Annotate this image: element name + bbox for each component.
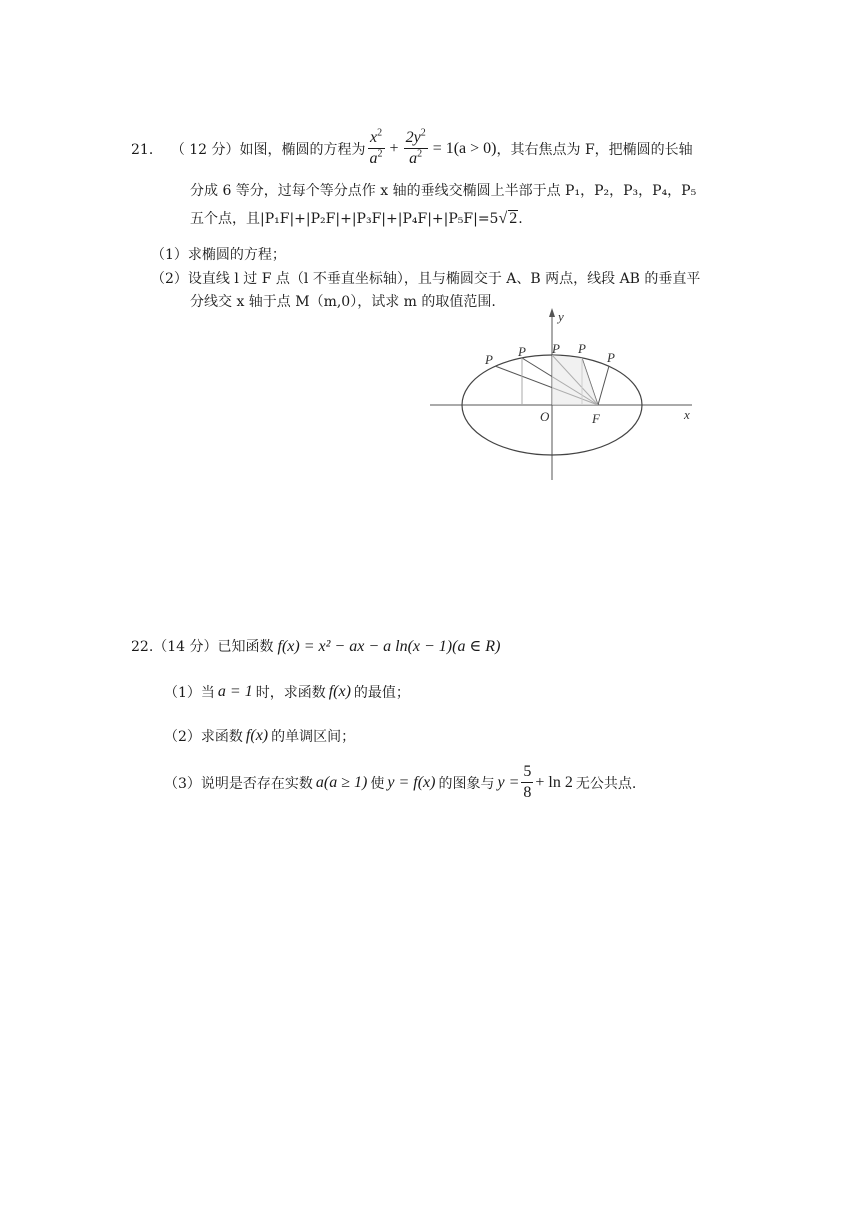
q21-score: （ 12 分） [170,141,240,158]
eq-2y: 2y [405,129,421,146]
q21-intro: 如图，椭圆的方程为 [239,141,366,158]
eq-a-2: a [409,150,418,167]
q22-sub3-text-c: 的图象与 [438,775,495,792]
q21-line3: 五个点，且|P₁F|+|P₂F|+|P₃F|+|P₄F|+|P₅F|=5√ 2. [190,210,523,227]
q22-function: f(x) = x² − ax − a ln(x − 1)(a ∈ R) [277,638,501,655]
label-p4: P [578,341,586,356]
label-x: x [684,407,690,422]
sqrt-two: 2 [509,210,518,227]
q22-sub1-text-c: 的最值； [353,685,410,701]
q22-sub3-y-eq: y = [497,773,520,791]
label-y: y [558,309,564,324]
q21-sub2-line2: 分线交 x 轴于点 M（m,0），试求 m 的取值范围. [190,294,496,310]
label-p1: P [485,352,493,367]
q22-sub3-text-d: 无公共点. [575,775,637,792]
q22-sub3-ln: + ln 2 [535,773,573,791]
ellipse-figure [430,305,700,483]
q21-number: 21． [131,141,163,158]
q22-sub2 [164,726,355,746]
q21-line2: 分成 6 等分，过每个等分点作 x 轴的垂线交椭圆上半部于点 P₁，P₂，P₃，P₄，P₅ [190,183,697,199]
q22-sub2-text-a: （2）求函数 [164,729,243,745]
q21-line3-end: . [518,211,523,227]
shaded-region [552,355,598,405]
q22-number: 22.（14 分）已知函数 [131,639,274,655]
q22-sub1-text-b: 时，求函数 [255,685,326,701]
fraction-five-eighths [521,762,533,803]
eq-rhs: = 1(a > 0) [432,139,497,157]
q22-sub1-math: a = 1 [217,683,253,700]
y-axis-arrow [549,308,555,317]
ellipse-equation: $\frac{x^2}{a^2}$ + $\frac{2y^2}{a^2}$ = 1(a > 0) [369,127,497,167]
q21-line1 [131,128,693,169]
label-p2: P [518,344,526,359]
q22-sub3-math-a: a(a ≥ 1) [315,773,368,791]
label-p3: P [552,341,560,356]
label-f: F [592,411,600,426]
q22-sub3 [164,762,636,803]
q22-sub2-text-b: 的单调区间； [271,729,356,745]
q21-line3-text: 五个点，且|P₁F|+|P₂F|+|P₃F|+|P₄F|+|P₅F|=5 [190,211,499,227]
q22-sub1-fx: f(x) [328,683,351,700]
q22-sub3-text-b: 使 [370,775,385,792]
frac-num: 5 [521,762,533,783]
segment-p5f [598,366,609,405]
label-p5: P [607,350,615,365]
label-o: O [540,409,550,424]
frac-den: 8 [523,784,532,801]
q22-sub1 [164,682,410,702]
q22-sub1-text-a: （1）当 [164,685,215,701]
q22-line1 [131,636,500,656]
eq-a: a [369,150,378,167]
q21-sub2-line1: （2）设直线 l 过 F 点（l 不垂直坐标轴），且与椭圆交于 A、B 两点，线段 AB 的垂直平 [151,271,701,287]
q22-sub2-fx: f(x) [245,727,269,744]
q22-sub3-math-y: y = f(x) [387,773,436,791]
eq-x: x [369,129,378,146]
q22-sub3-text-a: （3）说明是否存在实数 [164,775,313,792]
q21-after-eq: ，其右焦点为 F，把椭圆的长轴 [496,141,693,158]
q21-sub1: （1）求椭圆的方程； [151,247,286,263]
